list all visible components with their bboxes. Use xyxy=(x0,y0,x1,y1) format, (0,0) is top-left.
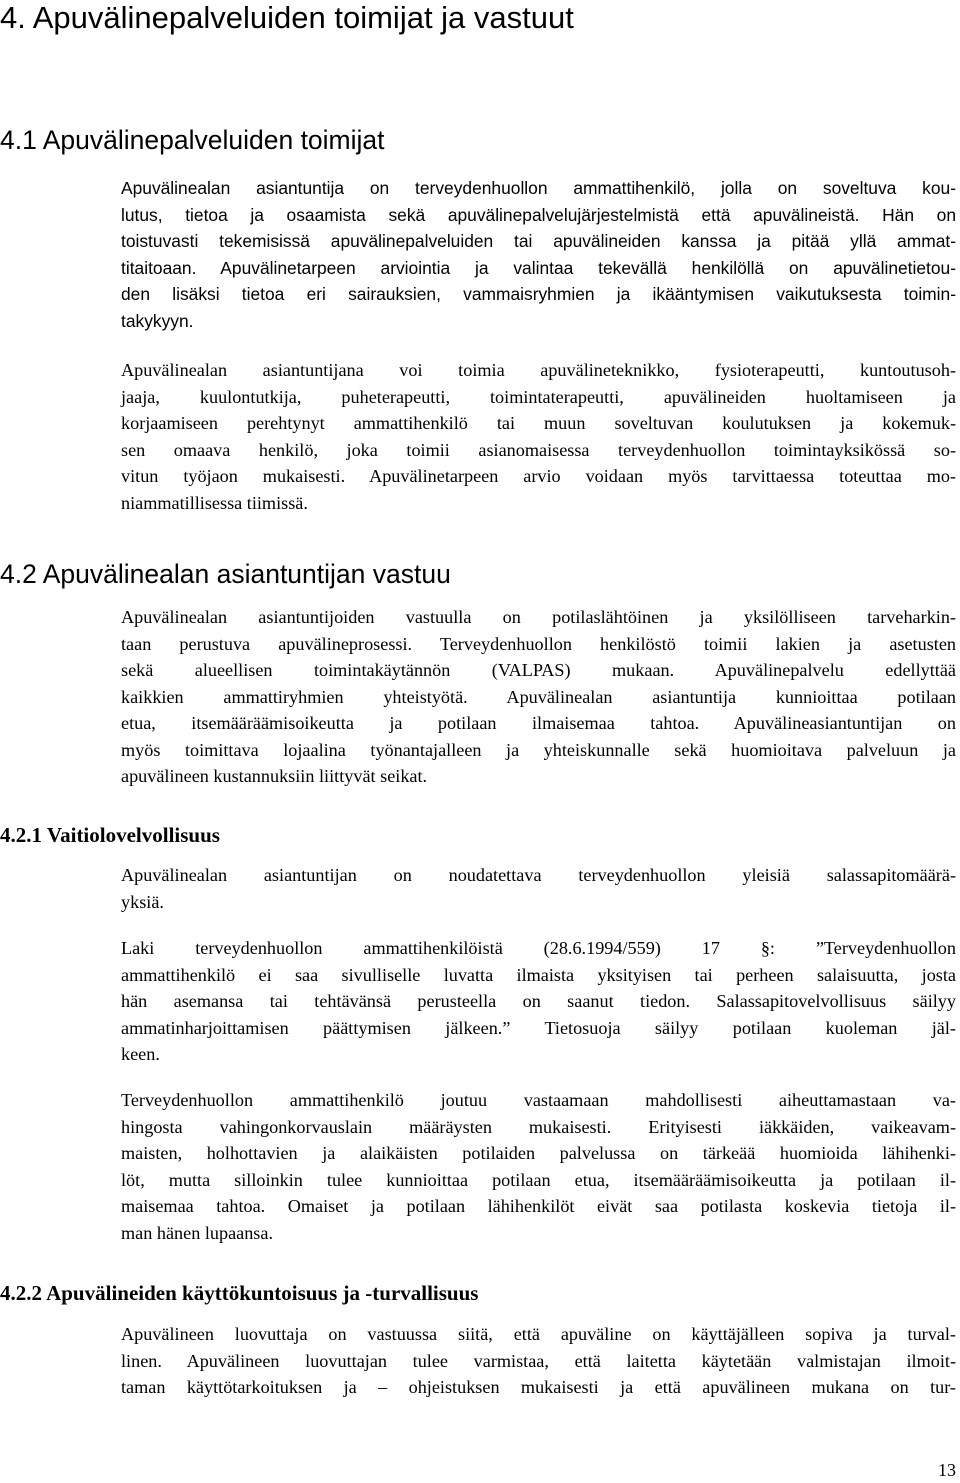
text-line: lutus, tietoa ja osaamista sekä apuvälinepalvelujärjestelmistä että apuvälineistä. Hän on xyxy=(121,204,956,225)
text-line: Apuvälinealan asiantuntijan on noudatettava terveydenhuollon yleisiä salassapitomäärä- xyxy=(121,865,956,885)
text-line: vitun työjaon mukaisesti. Apuvälinetarpeen arvio voidaan myös tarvittaessa toteuttaa mo- xyxy=(121,466,956,486)
text-line: korjaamiseen perehtynyt ammattihenkilö tai muun soveltuvan koulutuksen ja kokemuk- xyxy=(121,413,956,433)
text-line: toistuvasti tekemisissä apuvälinepalveluiden tai apuvälineiden kanssa ja pitää yllä ammat- xyxy=(121,231,956,251)
text-line: man hänen lupaansa. xyxy=(121,1222,274,1243)
text-line: maisemaa tahtoa. Omaiset ja potilaan lähihenkilöt eivät saa potilasta koskevia tietoja il- xyxy=(121,1196,956,1216)
section-4-2-1-paragraph-1 xyxy=(121,862,956,915)
text-line: etua, itsemääräämisoikeutta ja potilaan ilmaisemaa tahtoa. Apuvälineasiantuntijan on xyxy=(121,713,956,733)
section-heading-4-2-1: 4.2.1 Vaitiolovelvollisuus xyxy=(0,823,220,847)
text-line: taan perustuva apuvälineprosessi. Terveydenhuollon henkilöstö toimii lakien ja asetusten xyxy=(121,633,956,654)
text-line: Apuvälinealan asiantuntija on terveydenhuollon ammattihenkilö, jolla on soveltuva kou- xyxy=(121,178,956,198)
text-line: jaaja, kuulontutkija, puheterapeutti, toimintaterapeutti, apuvälineiden huoltamiseen ja xyxy=(121,386,956,407)
section-4-2-1-paragraph-2 xyxy=(121,935,956,1068)
text-line: hingosta vahingonkorvauslain määräysten mukaisesti. Erityisesti iäkkäiden, vaikeavam- xyxy=(121,1116,956,1137)
text-line: kaikkien ammattiryhmien yhteistyötä. Apuvälinealan asiantuntija kunnioittaa potilaan xyxy=(121,686,956,707)
text-line: sekä alueellisen toimintakäytännön (VALPAS) mukaan. Apuvälinepalvelu edellyttää xyxy=(121,660,956,680)
text-line: den lisäksi tietoa eri sairauksien, vammaisryhmien ja ikääntymisen vaikutuksesta toimin- xyxy=(121,284,956,304)
text-line: myös toimittava lojaalina työnantajalleen ja yhteiskunnalle sekä huomioitava palveluun ja xyxy=(121,739,956,760)
section-4-2-1-paragraph-3 xyxy=(121,1087,956,1246)
text-line: ammatinharjoittamisen päättymisen jälkeen.” Tietosuoja säilyy potilaan kuoleman jäl- xyxy=(121,1017,956,1038)
text-line: maisten, holhottavien ja alaikäisten potilaiden palvelussa on tärkeää huomioida lähihenki- xyxy=(121,1143,956,1163)
text-line: Laki terveydenhuollon ammattihenkilöistä (28.6.1994/559) 17 §: ”Terveydenhuollon xyxy=(121,938,956,958)
section-heading-4-1: 4.1 Apuvälinepalveluiden toimijat xyxy=(0,125,385,155)
section-heading-4-2: 4.2 Apuvälinealan asiantuntijan vastuu xyxy=(0,559,451,589)
text-line: sen omaava henkilö, joka toimii asianomaisessa terveydenhuollon toimintayksikössä so- xyxy=(121,439,956,460)
text-line: linen. Apuvälineen luovuttajan tulee varmistaa, että laitetta käytetään valmistajan ilmoit- xyxy=(121,1350,956,1371)
text-line: titaitoaan. Apuvälinetarpeen arviointia ja valintaa tekevällä henkilöllä on apuvälinetietou- xyxy=(121,257,956,278)
section-4-1-paragraph-1 xyxy=(121,175,956,334)
text-line: yksiä. xyxy=(121,891,164,912)
page-number: 13 xyxy=(938,1460,956,1480)
text-line: Terveydenhuollon ammattihenkilö joutuu vastaamaan mahdollisesti aiheuttamastaan va- xyxy=(121,1090,956,1110)
text-line: Apuvälinealan asiantuntijana voi toimia apuvälineteknikko, fysioterapeutti, kuntoutusoh- xyxy=(121,360,956,380)
section-4-2-paragraph-1 xyxy=(121,604,956,790)
text-line: apuvälineen kustannuksiin liittyvät seikat. xyxy=(121,766,428,786)
text-line: takykyyn. xyxy=(121,310,194,331)
section-4-2-2-paragraph-1 xyxy=(121,1321,956,1401)
text-line: niammatillisessa tiimissä. xyxy=(121,492,308,513)
text-line: Apuvälineen luovuttaja on vastuussa siitä, että apuväline on käyttäjälleen sopiva ja turval- xyxy=(121,1324,956,1344)
section-heading-4-2-2: 4.2.2 Apuvälineiden käyttökuntoisuus ja -turvallisuus xyxy=(0,1281,479,1305)
text-line: hän asemansa tai tehtävänsä perusteella on saanut tiedon. Salassapitovelvollisuus säilyy xyxy=(121,991,956,1011)
chapter-title: 4. Apuvälinepalveluiden toimijat ja vastuut xyxy=(0,0,574,35)
text-line: ammattihenkilö ei saa sivulliselle luvatta ilmaista yksityisen tai perheen salaisuutta, josta xyxy=(121,964,956,985)
text-line: taman käyttötarkoituksen ja – ohjeistuksen mukaisesti ja että apuvälineen mukana on tur- xyxy=(121,1377,956,1397)
section-4-1-paragraph-2 xyxy=(121,357,956,516)
text-line: keen. xyxy=(121,1044,160,1064)
text-line: Apuvälinealan asiantuntijoiden vastuulla on potilaslähtöinen ja yksilölliseen tarveharkin- xyxy=(121,607,956,627)
text-line: löt, mutta silloinkin tulee kunnioittaa potilaan etua, itsemääräämisoikeutta ja potilaan il- xyxy=(121,1169,956,1190)
